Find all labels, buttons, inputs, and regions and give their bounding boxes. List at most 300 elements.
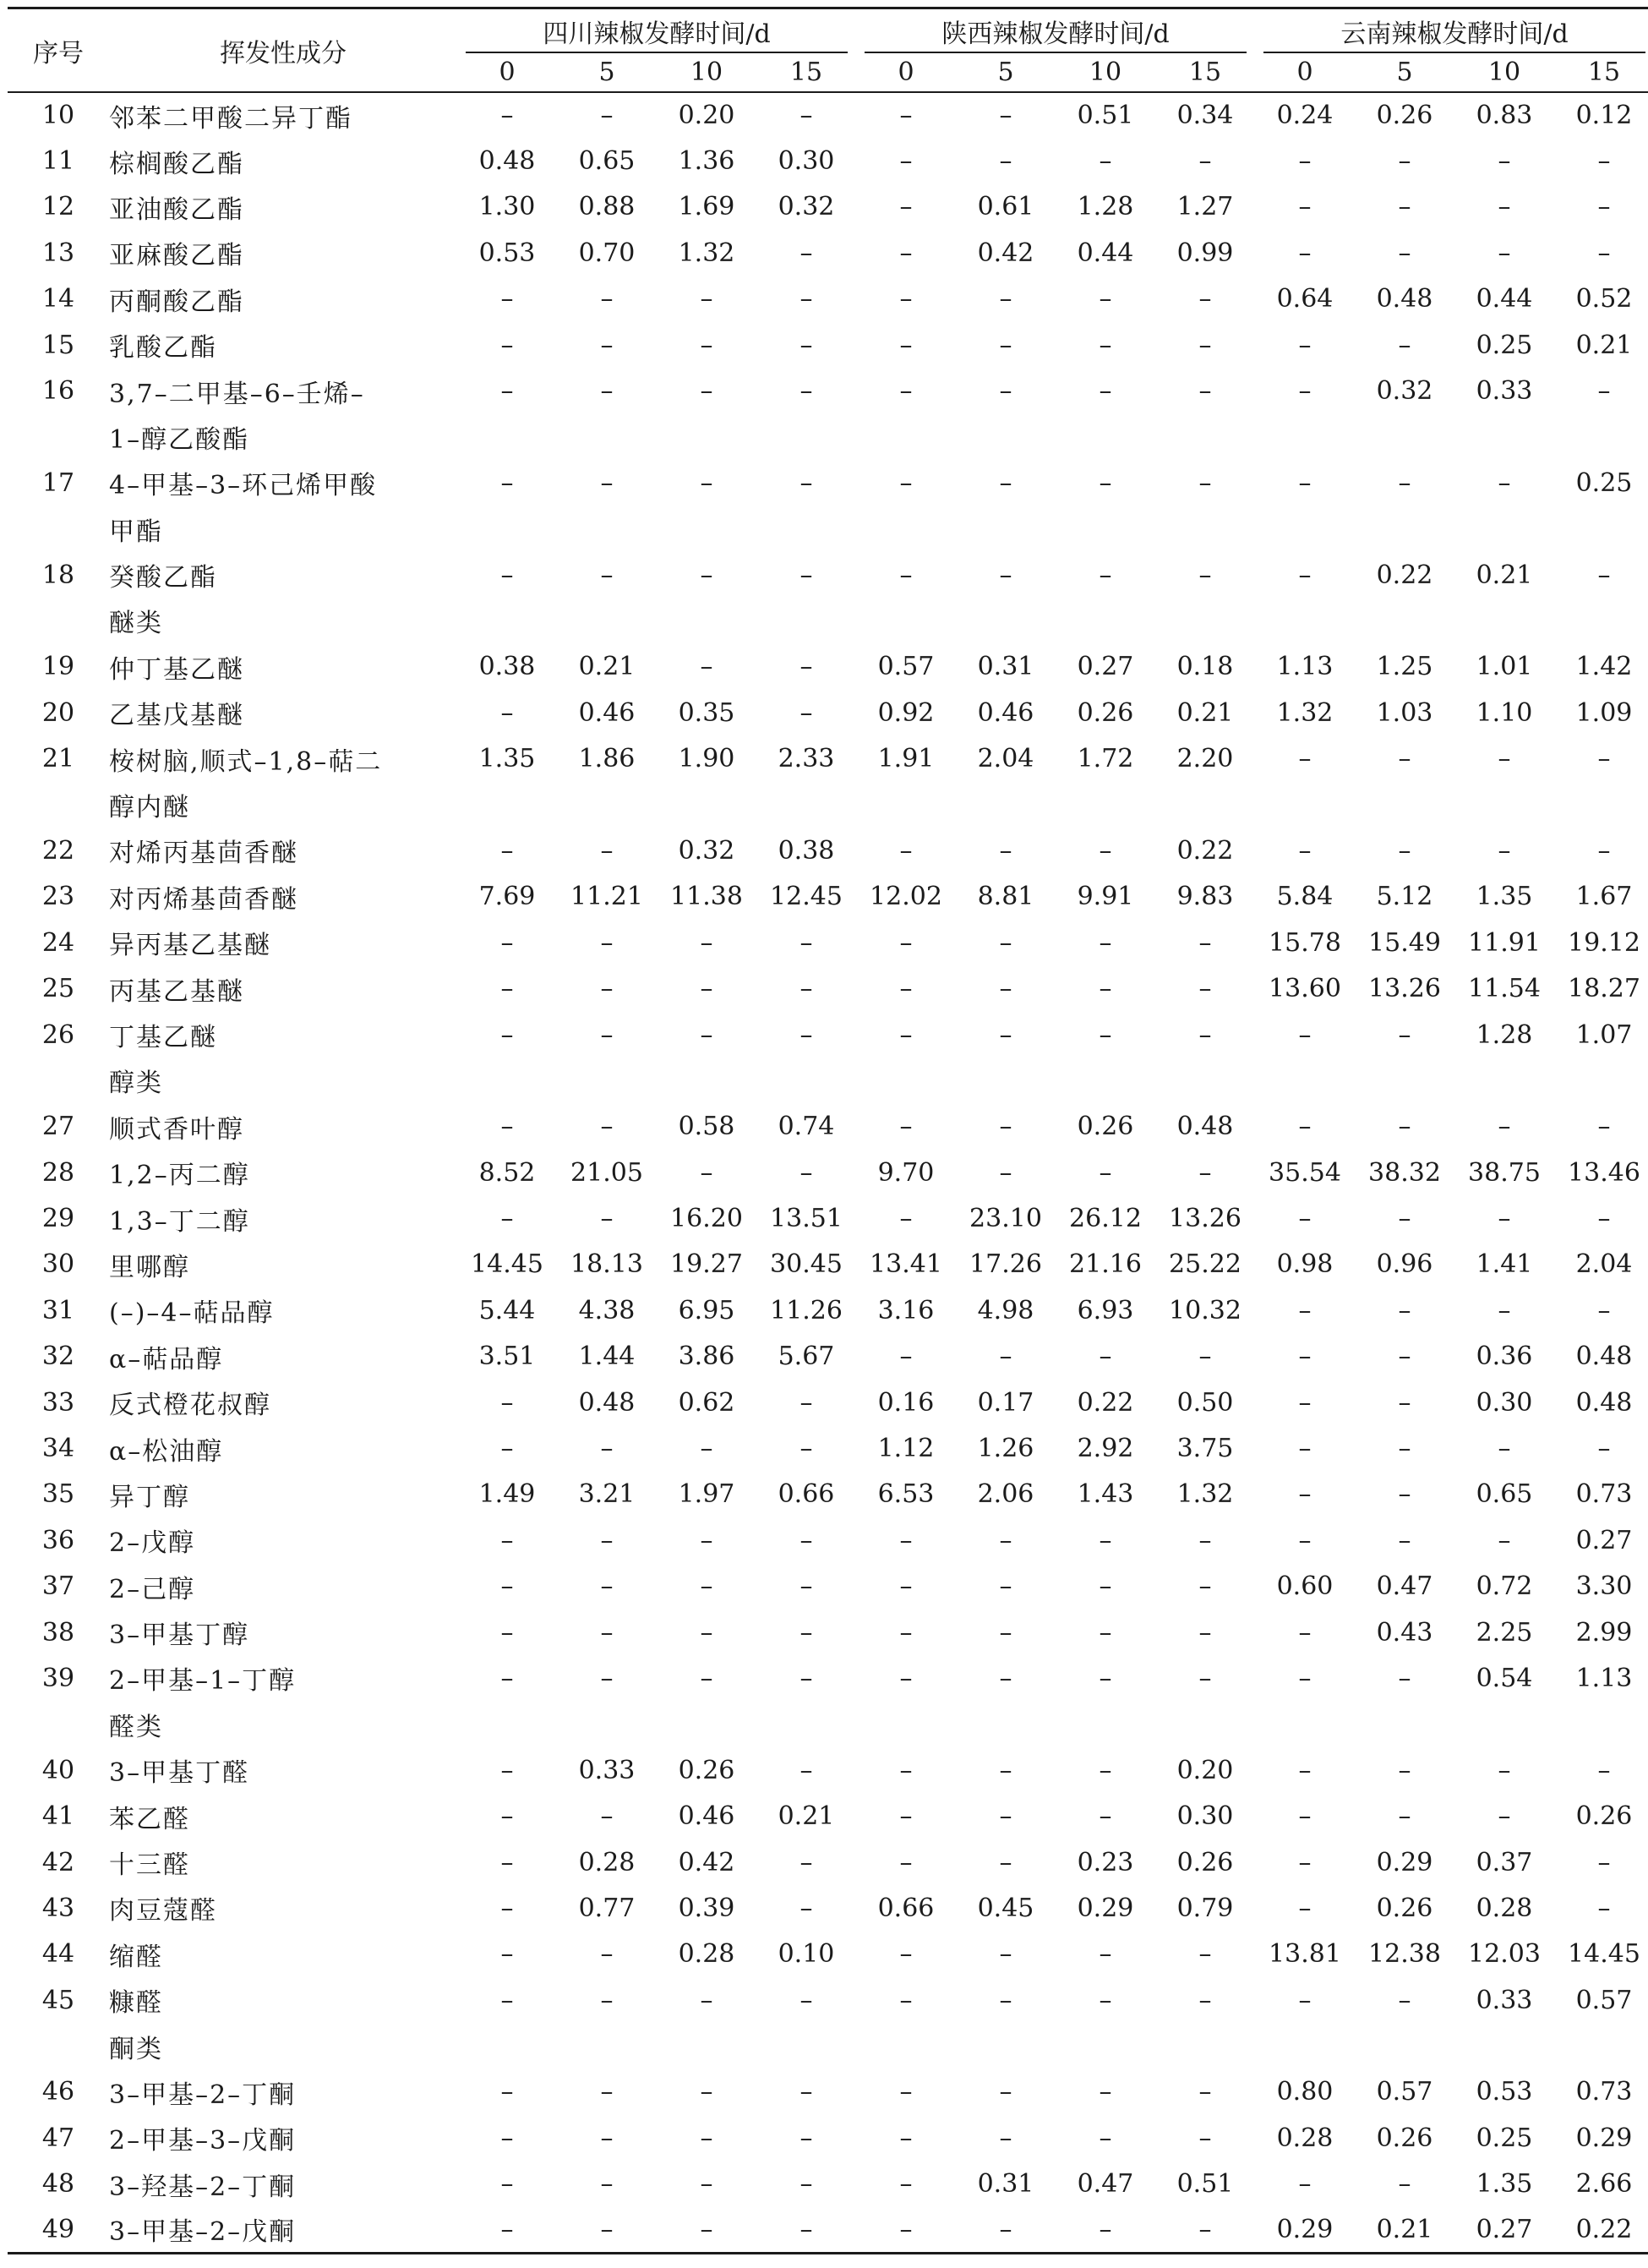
- value-cell: –: [500, 927, 514, 958]
- value-cell: 0.47: [1376, 1571, 1433, 1602]
- value-cell: –: [1597, 146, 1611, 177]
- value-cell: –: [1398, 1434, 1411, 1464]
- value-cell: [1554, 2023, 1648, 2069]
- value-cell: [756, 782, 856, 828]
- value-cell: –: [1398, 1663, 1411, 1693]
- value-cell: –: [500, 1112, 514, 1142]
- value-cell: 21.16: [1069, 1249, 1142, 1280]
- value-cell: 0.57: [1575, 1985, 1633, 2015]
- value-cell: –: [1597, 560, 1611, 590]
- value-cell: –: [1099, 974, 1112, 1004]
- table-header: [8, 8, 1648, 93]
- value-cell: –: [500, 284, 514, 314]
- header-day: 0: [499, 57, 516, 87]
- row-number: 23: [41, 882, 75, 912]
- value-cell: –: [1298, 1893, 1312, 1923]
- table-row: [8, 2115, 1648, 2161]
- value-cell: –: [1099, 1571, 1112, 1602]
- value-cell: [1355, 782, 1454, 828]
- value-cell: –: [1298, 146, 1312, 177]
- value-cell: 0.30: [778, 146, 835, 177]
- value-cell: 0.48: [1575, 1342, 1633, 1372]
- table-row: [8, 2161, 1648, 2207]
- value-cell: [1056, 2023, 1155, 2069]
- value-cell: –: [1398, 1985, 1411, 2015]
- value-cell: [1155, 1057, 1255, 1103]
- value-cell: 0.73: [1575, 2077, 1633, 2107]
- value-cell: –: [1099, 927, 1112, 958]
- value-cell: [1454, 2023, 1554, 2069]
- table-row: [8, 276, 1648, 322]
- row-number: 20: [41, 697, 75, 728]
- value-cell: 2.04: [977, 744, 1034, 774]
- compound-name: 肉豆蔻醛: [109, 1896, 217, 1926]
- table-row: [8, 1793, 1648, 1839]
- value-cell: 1.13: [1575, 1663, 1633, 1693]
- value-cell: 0.51: [1176, 2169, 1234, 2200]
- value-cell: 0.58: [678, 1112, 735, 1142]
- value-cell: 2.04: [1575, 1249, 1633, 1280]
- value-cell: 0.46: [678, 1801, 735, 1832]
- value-cell: –: [1198, 330, 1212, 360]
- value-cell: –: [1398, 1295, 1411, 1325]
- compound-name: 顺式香叶醇: [109, 1114, 244, 1145]
- value-cell: –: [1597, 1847, 1611, 1877]
- value-cell: –: [1597, 835, 1611, 866]
- value-cell: [756, 2023, 856, 2069]
- value-cell: 0.46: [977, 697, 1034, 728]
- value-cell: –: [999, 1617, 1012, 1648]
- value-cell: [1255, 598, 1355, 643]
- value-cell: 6.95: [678, 1295, 735, 1325]
- row-number: 35: [41, 1479, 75, 1510]
- value-cell: [1355, 414, 1454, 460]
- row-number: 25: [41, 974, 75, 1004]
- value-cell: 0.17: [977, 1387, 1034, 1418]
- value-cell: –: [600, 2077, 614, 2107]
- value-cell: 0.32: [1376, 376, 1433, 407]
- value-cell: –: [899, 238, 913, 268]
- value-cell: –: [1597, 1755, 1611, 1785]
- value-cell: –: [999, 1939, 1012, 1970]
- value-cell: –: [999, 2077, 1012, 2107]
- value-cell: [557, 2023, 657, 2069]
- value-cell: [1255, 2023, 1355, 2069]
- value-cell: 0.30: [1176, 1801, 1234, 1832]
- value-cell: 1.07: [1575, 1019, 1633, 1050]
- value-cell: –: [1398, 146, 1411, 177]
- compound-name: (–)–4–萜品醇: [109, 1298, 275, 1329]
- value-cell: –: [999, 376, 1012, 407]
- value-cell: 38.32: [1368, 1157, 1441, 1188]
- row-number: 36: [41, 1525, 75, 1555]
- value-cell: –: [999, 1525, 1012, 1555]
- value-cell: 5.84: [1276, 882, 1334, 912]
- compound-name: 仲丁基乙醚: [109, 654, 244, 685]
- value-cell: –: [1198, 1617, 1212, 1648]
- value-cell: 4.38: [578, 1295, 636, 1325]
- value-cell: –: [999, 1157, 1012, 1188]
- table-row: [8, 2023, 1648, 2069]
- value-cell: –: [899, 2077, 913, 2107]
- value-cell: –: [600, 1571, 614, 1602]
- value-cell: –: [700, 1571, 713, 1602]
- value-cell: –: [600, 1663, 614, 1693]
- value-cell: 0.53: [478, 238, 536, 268]
- compound-name: 2–甲基–3–戊酮: [109, 2126, 297, 2156]
- row-number: 19: [41, 652, 75, 682]
- value-cell: –: [600, 1434, 614, 1464]
- table-row: [8, 920, 1648, 965]
- value-cell: 3.21: [578, 1479, 636, 1510]
- value-cell: –: [700, 1985, 713, 2015]
- value-cell: –: [700, 652, 713, 682]
- value-cell: –: [600, 101, 614, 131]
- value-cell: 0.51: [1077, 101, 1134, 131]
- value-cell: 25.22: [1169, 1249, 1241, 1280]
- table-row: [8, 1977, 1648, 2023]
- compound-name: 十三醛: [109, 1850, 190, 1881]
- value-cell: [557, 1057, 657, 1103]
- table-row: [8, 552, 1648, 598]
- value-cell: [1155, 598, 1255, 643]
- value-cell: –: [600, 2169, 614, 2200]
- compound-name: 缩醛: [109, 1942, 163, 1972]
- value-cell: 0.38: [778, 835, 835, 866]
- value-cell: [1255, 1702, 1355, 1747]
- table-row: [8, 1425, 1648, 1471]
- value-cell: 0.39: [678, 1893, 735, 1923]
- value-cell: 0.66: [778, 1479, 835, 1510]
- value-cell: –: [1298, 238, 1312, 268]
- value-cell: –: [799, 1387, 813, 1418]
- value-cell: [1355, 2023, 1454, 2069]
- value-cell: [956, 2023, 1056, 2069]
- value-cell: –: [500, 376, 514, 407]
- compound-name: 1–醇乙酸酯: [109, 424, 250, 455]
- value-cell: –: [500, 1434, 514, 1464]
- row-number: 24: [41, 927, 75, 958]
- value-cell: –: [1198, 284, 1212, 314]
- value-cell: [756, 414, 856, 460]
- value-cell: –: [500, 2123, 514, 2153]
- value-cell: 0.65: [1476, 1479, 1533, 1510]
- row-number: 18: [41, 560, 75, 590]
- value-cell: 5.44: [478, 1295, 536, 1325]
- value-cell: –: [600, 1985, 614, 2015]
- value-cell: –: [1198, 1525, 1212, 1555]
- value-cell: 0.12: [1575, 101, 1633, 131]
- value-cell: –: [1298, 1617, 1312, 1648]
- value-cell: 0.21: [1476, 560, 1533, 590]
- table-row: [8, 874, 1648, 920]
- compound-name: 酮类: [109, 2034, 163, 2064]
- value-cell: 11.26: [770, 1295, 843, 1325]
- value-cell: –: [899, 1985, 913, 2015]
- compound-name: 4–甲基–3–环己烯甲酸: [109, 471, 378, 501]
- value-cell: –: [899, 1525, 913, 1555]
- value-cell: 0.26: [1376, 1893, 1433, 1923]
- value-cell: –: [799, 560, 813, 590]
- value-cell: –: [1099, 2214, 1112, 2244]
- value-cell: 4.98: [977, 1295, 1034, 1325]
- value-cell: 3.51: [478, 1342, 536, 1372]
- value-cell: 0.32: [778, 192, 835, 222]
- value-cell: 2.99: [1575, 1617, 1633, 1648]
- header-compound: 挥发性成分: [220, 38, 347, 68]
- value-cell: –: [500, 2169, 514, 2200]
- value-cell: –: [600, 1112, 614, 1142]
- table-row: [8, 644, 1648, 690]
- value-cell: [1554, 506, 1648, 552]
- value-cell: [657, 1057, 756, 1103]
- value-cell: 0.74: [778, 1112, 835, 1142]
- row-number: [8, 2023, 109, 2069]
- value-cell: –: [799, 1755, 813, 1785]
- value-cell: 0.88: [578, 192, 636, 222]
- value-cell: –: [999, 284, 1012, 314]
- row-number: 42: [41, 1847, 75, 1877]
- value-cell: –: [1498, 1801, 1511, 1832]
- value-cell: 1.28: [1476, 1019, 1533, 1050]
- table-row: [8, 690, 1648, 735]
- value-cell: –: [799, 1617, 813, 1648]
- value-cell: –: [700, 2123, 713, 2153]
- value-cell: [557, 414, 657, 460]
- value-cell: –: [1498, 1112, 1511, 1142]
- value-cell: [457, 598, 557, 643]
- value-cell: –: [999, 1985, 1012, 2015]
- value-cell: [956, 1702, 1056, 1747]
- value-cell: 0.18: [1176, 652, 1234, 682]
- value-cell: 0.22: [1575, 2214, 1633, 2244]
- value-cell: [856, 506, 956, 552]
- compound-name: 1,3–丁二醇: [109, 1206, 250, 1237]
- value-cell: –: [799, 330, 813, 360]
- header-day: 5: [1396, 57, 1413, 87]
- row-number: 12: [41, 192, 75, 222]
- value-cell: –: [1099, 1019, 1112, 1050]
- compound-name: 1,2–丙二醇: [109, 1161, 250, 1191]
- value-cell: [557, 598, 657, 643]
- header-group-shaanxi: 陕西辣椒发酵时间/d: [856, 8, 1255, 54]
- compound-name: 2–己醇: [109, 1574, 196, 1604]
- value-cell: –: [600, 376, 614, 407]
- row-number: 45: [41, 1985, 75, 2015]
- value-cell: –: [700, 927, 713, 958]
- row-number: 10: [41, 101, 75, 131]
- value-cell: [856, 1702, 956, 1747]
- value-cell: 0.66: [877, 1893, 935, 1923]
- value-cell: 0.53: [1476, 2077, 1533, 2107]
- value-cell: [956, 598, 1056, 643]
- value-cell: [657, 598, 756, 643]
- value-cell: –: [1398, 467, 1411, 498]
- value-cell: –: [999, 927, 1012, 958]
- value-cell: 2.33: [778, 744, 835, 774]
- value-cell: –: [1597, 1893, 1611, 1923]
- value-cell: –: [999, 560, 1012, 590]
- value-cell: 0.43: [1376, 1617, 1433, 1648]
- compound-name: 2–戊醇: [109, 1528, 196, 1559]
- compound-name: 3–甲基–2–戊酮: [109, 2217, 297, 2248]
- value-cell: –: [999, 1801, 1012, 1832]
- value-cell: –: [899, 376, 913, 407]
- value-cell: [956, 782, 1056, 828]
- header-day: 10: [690, 57, 723, 87]
- value-cell: –: [799, 2214, 813, 2244]
- value-cell: –: [899, 192, 913, 222]
- value-cell: –: [799, 1893, 813, 1923]
- value-cell: 13.60: [1269, 974, 1341, 1004]
- value-cell: –: [600, 2123, 614, 2153]
- value-cell: –: [700, 560, 713, 590]
- value-cell: –: [1298, 1755, 1312, 1785]
- value-cell: –: [899, 1939, 913, 1970]
- value-cell: 0.72: [1476, 1571, 1533, 1602]
- row-number: 44: [41, 1939, 75, 1970]
- value-cell: –: [1198, 560, 1212, 590]
- value-cell: 0.48: [1575, 1387, 1633, 1418]
- value-cell: 1.27: [1176, 192, 1234, 222]
- value-cell: 0.28: [578, 1847, 636, 1877]
- value-cell: –: [1198, 1157, 1212, 1188]
- value-cell: –: [500, 1204, 514, 1234]
- value-cell: 1.42: [1575, 652, 1633, 682]
- value-cell: 0.21: [1176, 697, 1234, 728]
- value-cell: [1056, 1702, 1155, 1747]
- compound-name: 3,7–二甲基–6–壬烯–: [109, 379, 365, 409]
- value-cell: –: [700, 330, 713, 360]
- value-cell: –: [1298, 1479, 1312, 1510]
- compound-name: 对烯丙基茴香醚: [109, 839, 298, 869]
- value-cell: 8.52: [478, 1157, 536, 1188]
- value-cell: 6.93: [1077, 1295, 1134, 1325]
- compound-name: 桉树脑,顺式–1,8–萜二: [109, 746, 383, 777]
- value-cell: –: [899, 101, 913, 131]
- value-cell: –: [799, 1019, 813, 1050]
- value-cell: –: [999, 2123, 1012, 2153]
- value-cell: 5.67: [778, 1342, 835, 1372]
- value-cell: 1.12: [877, 1434, 935, 1464]
- value-cell: [756, 598, 856, 643]
- value-cell: [1255, 1057, 1355, 1103]
- value-cell: –: [500, 1985, 514, 2015]
- value-cell: 14.45: [471, 1249, 543, 1280]
- value-cell: –: [1398, 192, 1411, 222]
- value-cell: –: [899, 1204, 913, 1234]
- value-cell: 0.33: [578, 1755, 636, 1785]
- value-cell: 2.20: [1176, 744, 1234, 774]
- value-cell: [1454, 1702, 1554, 1747]
- table-row: [8, 1839, 1648, 1885]
- value-cell: –: [899, 1801, 913, 1832]
- value-cell: 13.81: [1269, 1939, 1341, 1970]
- value-cell: 0.79: [1176, 1893, 1234, 1923]
- value-cell: –: [700, 2169, 713, 2200]
- row-number: [8, 598, 109, 643]
- compound-name: 醇类: [109, 1068, 163, 1099]
- value-cell: [856, 1057, 956, 1103]
- value-cell: [657, 506, 756, 552]
- value-cell: –: [1198, 1019, 1212, 1050]
- row-number: 11: [41, 146, 75, 177]
- value-cell: 0.54: [1476, 1663, 1533, 1693]
- value-cell: 0.10: [778, 1939, 835, 1970]
- value-cell: 0.37: [1476, 1847, 1533, 1877]
- row-number: 46: [41, 2077, 75, 2107]
- value-cell: –: [1498, 192, 1511, 222]
- value-cell: [756, 1057, 856, 1103]
- value-cell: –: [1398, 1525, 1411, 1555]
- value-cell: –: [1398, 1755, 1411, 1785]
- compound-name: 醛类: [109, 1712, 163, 1742]
- table-row: [8, 1472, 1648, 1517]
- value-cell: [1155, 2023, 1255, 2069]
- value-cell: 0.46: [578, 697, 636, 728]
- value-cell: –: [899, 2123, 913, 2153]
- value-cell: –: [899, 146, 913, 177]
- row-number: 27: [41, 1112, 75, 1142]
- value-cell: –: [799, 974, 813, 1004]
- compound-name: 亚麻酸乙酯: [109, 241, 244, 271]
- value-cell: –: [500, 1755, 514, 1785]
- value-cell: 17.26: [969, 1249, 1042, 1280]
- compound-name: 3–甲基丁醇: [109, 1620, 250, 1651]
- compound-name: 2–甲基–1–丁醇: [109, 1666, 297, 1697]
- compound-name: 对丙烯基茴香醚: [109, 884, 298, 915]
- table-row: [8, 230, 1648, 276]
- value-cell: –: [799, 467, 813, 498]
- value-cell: 0.21: [1575, 330, 1633, 360]
- value-cell: –: [600, 927, 614, 958]
- value-cell: 1.36: [678, 146, 735, 177]
- value-cell: –: [1298, 835, 1312, 866]
- value-cell: 0.16: [877, 1387, 935, 1418]
- value-cell: 2.66: [1575, 2169, 1633, 2200]
- value-cell: 0.26: [1176, 1847, 1234, 1877]
- value-cell: –: [1099, 1157, 1112, 1188]
- value-cell: –: [899, 835, 913, 866]
- value-cell: [457, 2023, 557, 2069]
- value-cell: [956, 414, 1056, 460]
- value-cell: 0.25: [1476, 2123, 1533, 2153]
- value-cell: 0.57: [877, 652, 935, 682]
- table-row: [8, 1885, 1648, 1931]
- compound-name: 醚类: [109, 609, 163, 639]
- value-cell: –: [899, 1755, 913, 1785]
- value-cell: [1355, 506, 1454, 552]
- value-cell: 0.62: [678, 1387, 735, 1418]
- value-cell: 0.99: [1176, 238, 1234, 268]
- table-row: [8, 92, 1648, 138]
- value-cell: –: [600, 1204, 614, 1234]
- value-cell: –: [600, 1019, 614, 1050]
- value-cell: 0.38: [478, 652, 536, 682]
- value-cell: 1.69: [678, 192, 735, 222]
- value-cell: 1.91: [877, 744, 935, 774]
- value-cell: –: [899, 974, 913, 1004]
- value-cell: 1.09: [1575, 697, 1633, 728]
- value-cell: 1.43: [1077, 1479, 1134, 1510]
- header-day: 10: [1487, 57, 1521, 87]
- value-cell: –: [1498, 1204, 1511, 1234]
- value-cell: –: [899, 1617, 913, 1648]
- value-cell: 35.54: [1269, 1157, 1341, 1188]
- value-cell: –: [500, 974, 514, 1004]
- value-cell: 1.41: [1476, 1249, 1533, 1280]
- value-cell: –: [799, 1985, 813, 2015]
